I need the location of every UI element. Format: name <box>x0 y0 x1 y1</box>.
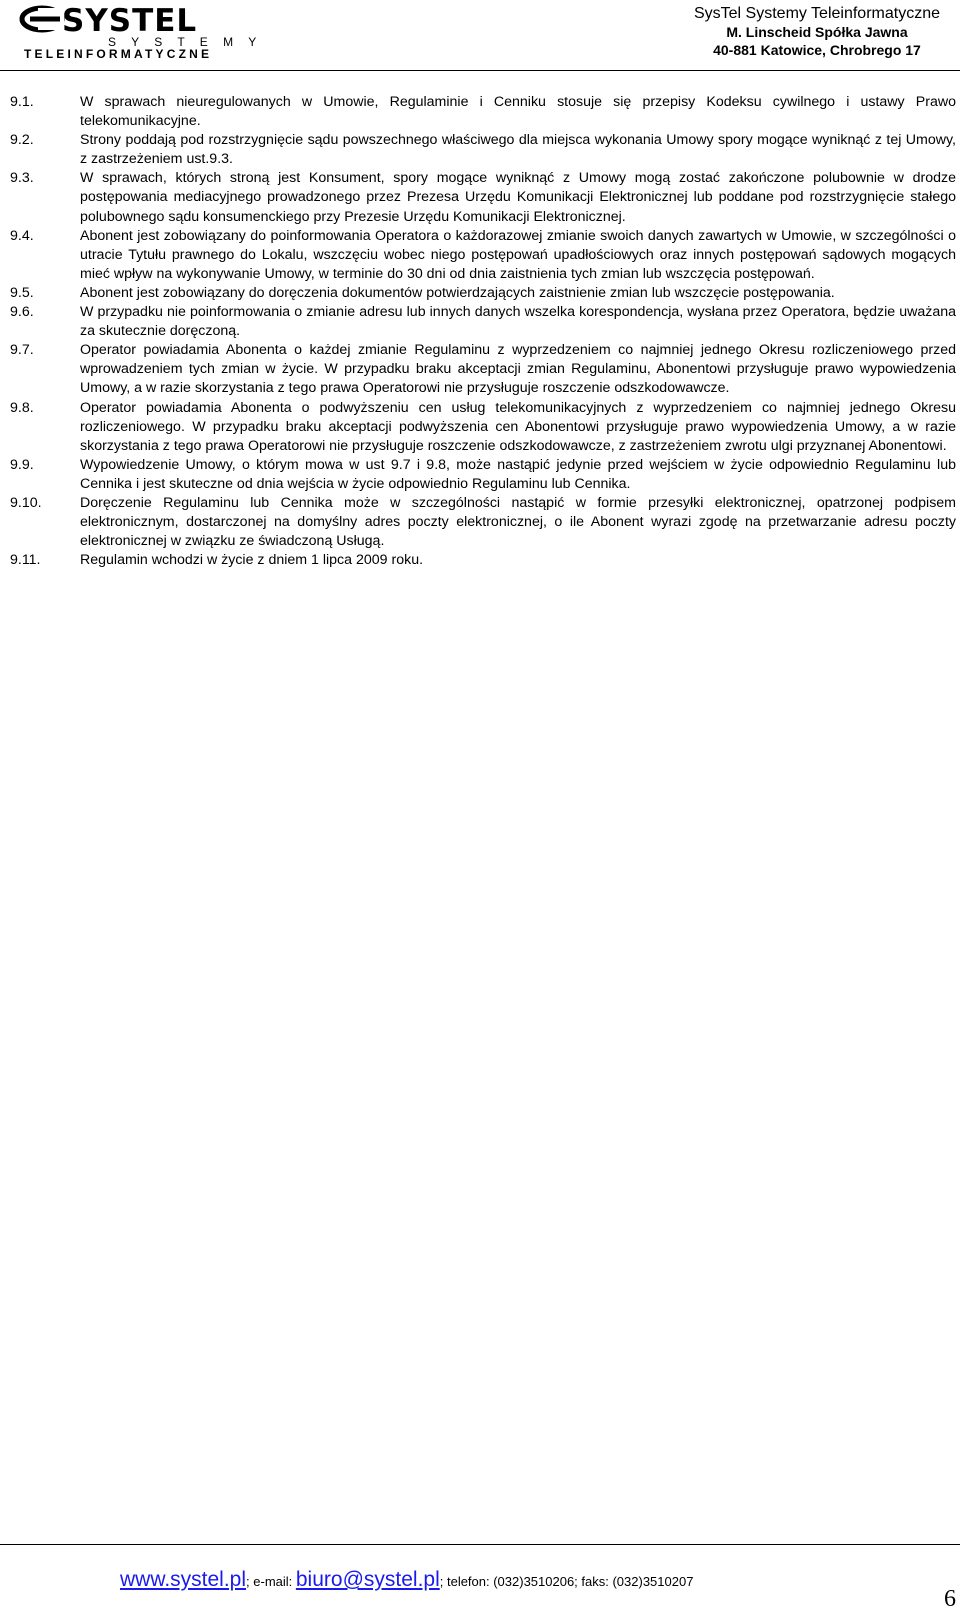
page-footer <box>120 1568 693 1592</box>
clause-9-6 <box>10 303 956 341</box>
clause-number: 9.7. <box>10 342 34 359</box>
clause-number: 9.3. <box>10 170 34 187</box>
clause-number: 9.9. <box>10 456 34 473</box>
clause-number: 9.6. <box>10 304 34 321</box>
page-header <box>0 0 960 66</box>
clause-9-2 <box>10 131 956 169</box>
clause-text: W przypadku nie poinformowania o zmianie adresu lub innych danych wszelka korespondencja, wysłana przez Operatora, będzie uważana za skutecznie doręczoną. <box>80 304 956 340</box>
clause-number: 9.4. <box>10 227 34 244</box>
clause-text: Strony poddają pod rozstrzygnięcie sądu powszechnego właściwego dla miejsca wykonania Umowy spory mogące wyniknąć z tej Umowy, z zastrzeżeniem ust.9.3. <box>80 132 956 168</box>
clause-text: W sprawach nieuregulowanych w Umowie, Regulaminie i Cenniku stosuje się przepisy Kodeksu cywilnego i ustawy Prawo telekomunikacyjne. <box>80 94 956 130</box>
clause-9-8 <box>10 399 956 456</box>
logo-graphic <box>16 4 278 60</box>
clause-text: W sprawach, których stroną jest Konsument, spory mogące wyniknąć z Umowy mogą zostać zakończone polubownie w drodze postępowania mediacyjnego prowadzonego przez Prezesa Urzędu Komunikacji Elektronicznej lub poddane pod rozstrzygnięcie stałego polubownego sądu konsumenckiego przy Prezesie Urzędu Komunikacji Elektronicznej. <box>80 170 956 225</box>
clause-text: Abonent jest zobowiązany do doręczenia dokumentów potwierdzających zaistnienie zmian lub wszczęcie postępowania. <box>80 284 835 301</box>
clause-9-3 <box>10 169 956 226</box>
clause-9-11 <box>10 551 956 570</box>
clause-number: 9.2. <box>10 132 34 149</box>
page-number: 6 <box>944 1586 956 1612</box>
clause-9-7 <box>10 341 956 398</box>
clause-number: 9.8. <box>10 399 34 416</box>
footer-divider <box>0 1544 960 1545</box>
clause-9-5 <box>10 284 956 303</box>
systel-logo <box>16 4 278 60</box>
clause-text: Regulamin wchodzi w życie z dniem 1 lipca 2009 roku. <box>80 552 424 569</box>
clause-text: Operator powiadamia Abonenta o każdej zmianie Regulaminu z wyprzedzeniem co najmniej jednego Okresu rozliczeniowego przed wprowadzeniem tych zmian w życie. W przypadku braku akceptacji zmian Regulaminu, Abonentowi przysługuje prawo wypowiedzenia Umowy, a w razie skorzystania z tego prawa Operatorowi nie przysługuje roszczenie odszkodowawcze. <box>80 342 956 397</box>
clause-text: Doręczenie Regulaminu lub Cennika może w szczególności nastąpić w formie przesyłki elektronicznej, opatrzonej podpisem elektronicznym, dostarczonej na domyślny adres poczty elektronicznej, o ile Abonent wyrazi zgodę na przetwarzanie adresu poczty elektronicznej w związku ze świadczoną Usługą. <box>80 494 956 550</box>
regulation-section-9 <box>10 93 956 570</box>
clause-9-9 <box>10 456 956 494</box>
logo-word: SYSTEL <box>62 4 198 39</box>
clause-number: 9.5. <box>10 284 34 301</box>
logo-line-systemy: S Y S T E M Y <box>108 35 263 49</box>
company-address: 40-881 Katowice, Chrobrego 17 <box>713 41 921 58</box>
company-info <box>694 4 940 59</box>
clause-text: Operator powiadamia Abonenta o podwyższeniu cen usług telekomunikacyjnych z wyprzedzeniem co najmniej jednego Okresu rozliczeniowego. W przypadku braku akceptacji podwyższenia cen Abonentowi przysługuje prawo wypowiedzenia Umowy, a w razie skorzystania z tego prawa Operatorowi nie przysługuje roszczenie odszkodowawcze, z zastrzeżeniem zwrotu ulgi przyznanej Abonentowi. <box>80 399 956 454</box>
company-name: SysTel Systemy Teleinformatyczne <box>693 5 940 22</box>
clause-text: Abonent jest zobowiązany do poinformowania Operatora o każdorazowej zmianie swoich danych zawartych w Umowie, w szczególności o utracie Tytułu prawnego do Lokalu, wszczęciu wobec niego postępowań upadłościowych oraz innych postępowań sądowych mogących mieć wpływ na wykonywanie Umowy, w terminie do 30 dni od dnia zaistnienia tych zmian lub wszczęcia postępowań. <box>80 227 956 282</box>
clause-number: 9.10. <box>10 494 42 511</box>
company-owner: M. Linscheid Spółka Jawna <box>726 24 908 40</box>
clause-9-4 <box>10 227 956 284</box>
clause-9-1 <box>10 93 956 131</box>
phone-fax-text: ; telefon: (032)3510206; faks: (032)3510207 <box>439 1574 694 1589</box>
email-link[interactable]: biuro@systel.pl <box>295 1568 440 1591</box>
clause-text: Wypowiedzenie Umowy, o którym mowa w ust 9.7 i 9.8, może nastąpić jedynie przed wejściem w życie odpowiednio Regulaminu lub Cennika i jest skuteczne od dnia wejścia w życie odpowiednio Regulaminu lub Cennika. <box>80 456 956 492</box>
logo-line-teleinformatyczne: TELEINFORMATYCZNE <box>24 47 213 60</box>
header-divider <box>0 70 960 71</box>
email-label: ; e-mail: <box>246 1574 296 1589</box>
website-link[interactable]: www.systel.pl <box>120 1568 247 1591</box>
clause-number: 9.11. <box>10 552 41 569</box>
clause-9-10 <box>10 494 956 551</box>
clause-number: 9.1. <box>10 94 34 110</box>
